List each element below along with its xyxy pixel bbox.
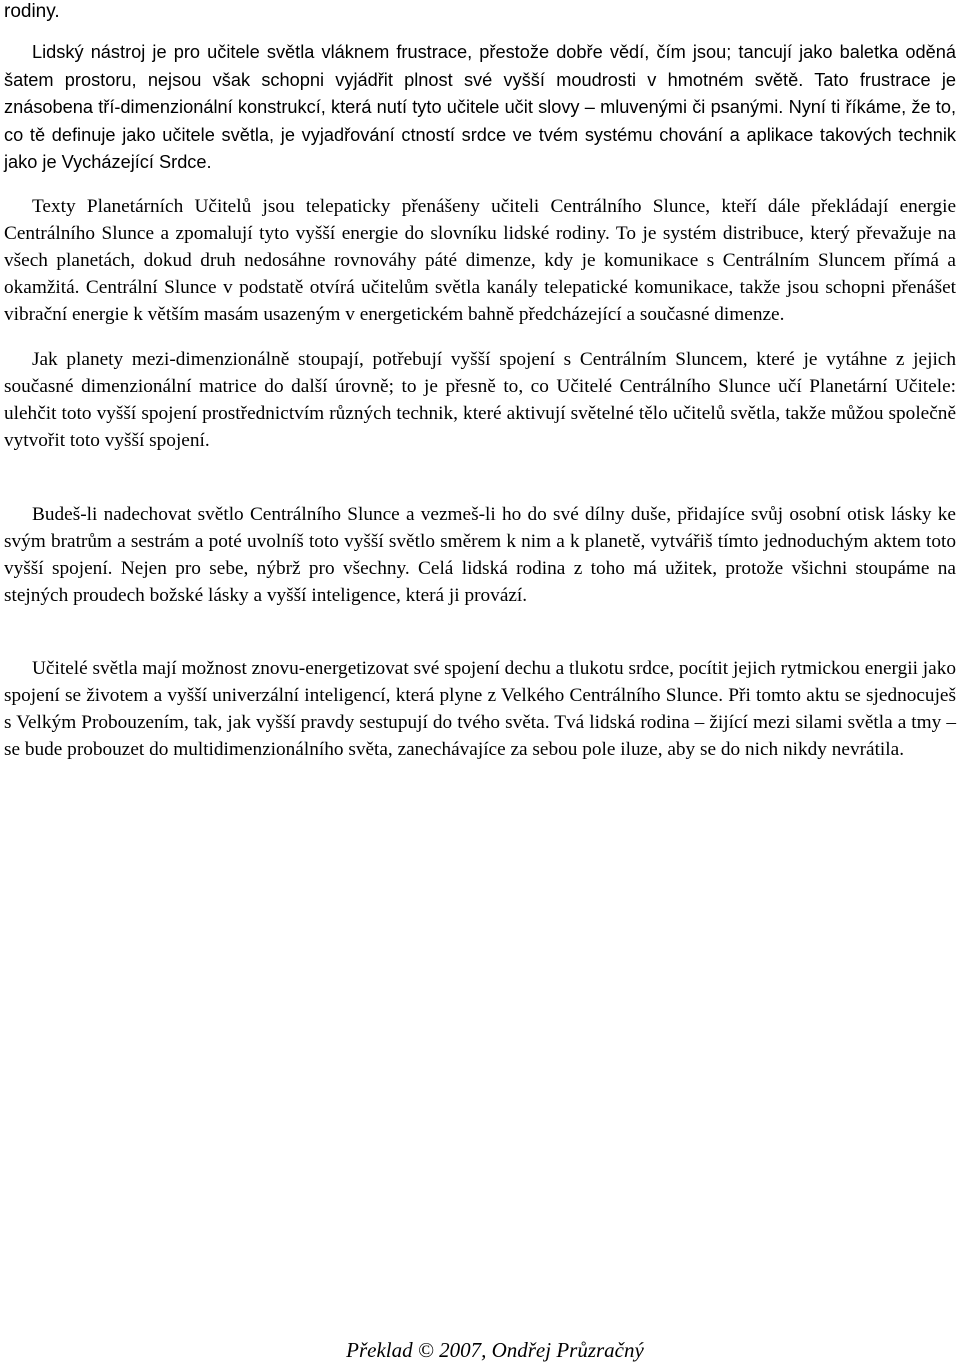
document-page [4,0,956,760]
paragraph-5: Učitelé světla mají možnost znovu-energetizovat své spojení dechu a tlukotu srdce, pocítit jejich rytmickou energii jako spojení se životem a vyšší univerzální inteligencí, která plyne z Velkého Centrálního Slunce. Při tomto aktu se sjednocuješ s Velkým Probouzením, tak, jak vyšší pravdy sestupují do tvého světa. Tvá lidská rodina – žijící mezi silami světla a tmy – se bude probouzet do multidimenzionálního světa, zanechávajíce za sebou pole iluze, aby se do nich nikdy nevrátila. [4,658,956,760]
paragraph-1: Lidský nástroj je pro učitele světla vláknem frustrace, přestože dobře vědí, čím jsou; tancují jako baletka oděná šatem prostoru, nejsou však schopni vyjádřit plnost své vyšší moudrosti v hmotném světě. Tato frustrace je znásobena tří-dimenzionální konstrukcí, která nutí tyto učitele učit slovy – mluvenými či psanými. Nyní ti říkáme, že to, co tě definuje jako učitele světla, je vyjadřování ctností srdce ve tvém systému chování a aplikace takových technik jako je Vycházející Srdce. [4,42,956,172]
paragraph-3: Jak planety mezi-dimenzionálně stoupají, potřebují vyšší spojení s Centrálním Sluncem, které je vytáhne z jejich současné dimenzionální matrice do další úrovně; to je přesně to, co Učitelé Centrálního Slunce učí Planetární Učitele: ulehčit toto vyšší spojení prostřednictvím různých technik, které aktivují světelné tělo učitelů světla, takže můžou společně vytvořit toto vyšší spojení. [4,349,956,451]
paragraph-2: Texty Planetárních Učitelů jsou telepaticky přenášeny učiteli Centrálního Slunce, kteří dále překládají energie Centrálního Slunce a zpomalují tyto vyšší energie do slovníku lidské rodiny. To je systém distribuce, který převažuje na všech planetách, dokud druh nedosáhne rovnováhy páté dimenze, kdy je komunikace s Centrálním Sluncem přímá a okamžitá. Centrální Slunce v podstatě otvírá učitelům světla kanály telepatické komunikace, takže jsou schopni přenášet vibrační energie k větším masám usazeným v energetickém bahně předcházející a současné dimenze. [4,196,956,325]
translation-footer: Překlad © 2007, Ondřej Průzračný [346,1338,644,1362]
paragraph-4: Budeš-li nadechovat světlo Centrálního Slunce a vezmeš-li ho do své dílny duše, přidajíce svůj osobní otisk lásky ke svým bratrům a sestrám a poté uvolníš toto vyšší světlo směrem k nim a k planetě, vytvářiš tímto jednoduchým aktem toto vyšší spojení. Nejen pro sebe, nýbrž pro všechny. Celá lidská rodina z toho má užitek, protože všichni stoupáme na stejných proudech božské lásky a vyšší inteligence, která ji provází. [4,504,956,606]
lead-fragment: rodiny. [4,1,60,22]
